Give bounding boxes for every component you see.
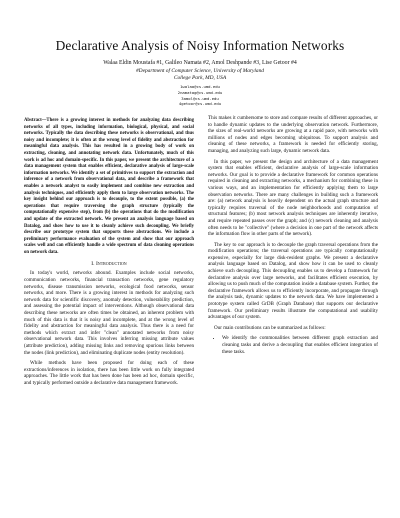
affiliation-location: College Park, MD, USA	[173, 74, 227, 81]
right-paragraph-2: In this paper, we present the design and architecture of a data management system that enables efficient, declarative analysis of large-scale information networks. Our goal is to provide a declarative framework for common operations required in cleaning and extracting networks, a mechanism for combining these in various ways, and an implementation for efficiently applying them to large observation networks. There are many challenges in building such a framework are: (a) network analysis is heavily dependent on the actual graph structure and typically requires traversal of the node neighborhoods and computation of structural features; (b) most network analysis techniques are inherently iterative, and require repeated passes over the graph; and (c) network cleaning and analysis often needs to be "collective" (where a decision in one part of the network affects the information flow in other parts of the network).	[208, 158, 378, 238]
intro-paragraph-1: In today's world, networks abound. Examples include social networks, communication networks, financial transaction networks, gene regulatory networks, disease transmission networks, ecological food networks, sensor networks, and more. There is a growing interest in methods for analyzing such network data for scientific discovery, anomaly detection, vulnerability prediction, and assessing the potential impact of interventions. Although observational data describing these networks are often times be obtained, an inherent problem with much of this data is that it is noisy and incomplete, and at the wrong level of fidelity and abstraction for meaningful data analysis. Thus there is a need for methods which extract and infer "clean" annotated networks from noisy observational network data. This involves inferring missing attribute values (attribute prediction), adding missing links and removing spurious links between the nodes (link prediction), and eliminating duplicate nodes (entity resolution).	[24, 270, 194, 356]
paper-title: Declarative Analysis of Noisy Information Networks	[55, 38, 345, 53]
email-1: 1walaa@cs.umd.edu	[180, 84, 220, 89]
contribution-item: • We identify the commonalities between different graph extraction and cleaning tasks and derive a decoupling that enables efficient integration of these tasks.	[222, 335, 378, 355]
email-2: 2namatag@cs.umd.edu	[177, 89, 223, 95]
right-paragraph-1: This makes it cumbersome to store and compare results of different approaches, or to handle dynamic updates to the underlying observation network. Furthermore, the sizes of real-world networks are growing at a rapid pace, with networks with millions of nodes and edges becoming ubiquitous. To support analysis and cleaning of these networks, a framework is needed for efficiently storing, managing, and analyzing such large, dynamic network data.	[208, 115, 378, 154]
email-4: 4getoor@cs.umd.edu	[178, 101, 222, 107]
affiliation-department: #Department of Computer Science, University of Maryland	[135, 68, 264, 74]
contribution-list	[208, 335, 378, 355]
intro-paragraph-2: While methods have been proposed for doing each of these extractions/inferences in isolation, there has been little work on fully integrated approaches. The little work that has been done has been ad hoc, domain specific, and typically performed outside a declarative data management framework.	[24, 360, 194, 386]
email-3: 3amol@cs.umd.edu	[181, 95, 219, 101]
author-list: Walaa Eldin Moustafa #1, Galileo Namata #2, Amol Deshpande #3, Lise Getoor #4	[103, 60, 297, 66]
right-paragraph-3: The key to our approach is to decouple the graph traversal operations from the modification operations; the traversal operations are typically computationally expensive, especially for large disk-resident graphs. We present a declarative analysis language based on Datalog, and show how it can be used to cleanly achieve such decoupling. This decoupling enables us to develop a framework for declarative analysis over large networks, and facilitates efficient execution, by allowing us to push much of the computation inside a database system. Further, the declarative framework allows us to efficiently incorporate, and propagate through the analysis task, dynamic updates to the network data. We have implemented a prototype system called GrDB (Graph Database) that supports our declarative framework. Our preliminary results illustrate the computational and usability advantages of our system.	[208, 241, 378, 321]
affiliation	[0, 68, 400, 81]
left-column	[24, 118, 194, 391]
abstract: Abstract—There is a growing interest in methods for analyzing data describing networks of all types, including information, biological, physical, and social networks. Typically the data describing these networks is observational, and thus noisy and incomplete; it is often at the wrong level of fidelity and abstraction for meaningful data analysis. This has resulted in a growing body of work on extracting, cleaning, and annotating network data. Unfortunately, much of this work is ad hoc and domain-specific. In this paper, we present the architecture of a data management system that enables efficient, declarative analysis of large-scale information networks. We identify a set of primitives to support the extraction and inference of a network from observational data, and describe a framework that enables a network analyst to easily implement and combine new extraction and analysis techniques, and efficiently apply them to large observation networks. The key insight behind our approach is to decouple, to the extent possible, (a) the operations that require traversing the graph structure (typically the computationally expensive step), from (b) the operations that do the modification and update of the extracted network. We present an analysis language based on Datalog, and show how to use it to cleanly achieve such decoupling. We briefly describe our prototype system that supports these abstractions. We include a preliminary performance evaluation of the system and show that our approach scales well and can efficiently handle a wide spectrum of data cleaning operations on network data.	[24, 118, 194, 255]
section-heading-introduction: I. Introduction	[91, 261, 127, 268]
right-paragraph-4: Our main contributions can be summarized as follows:	[214, 324, 326, 331]
right-column	[208, 115, 378, 355]
email-list	[0, 84, 400, 107]
